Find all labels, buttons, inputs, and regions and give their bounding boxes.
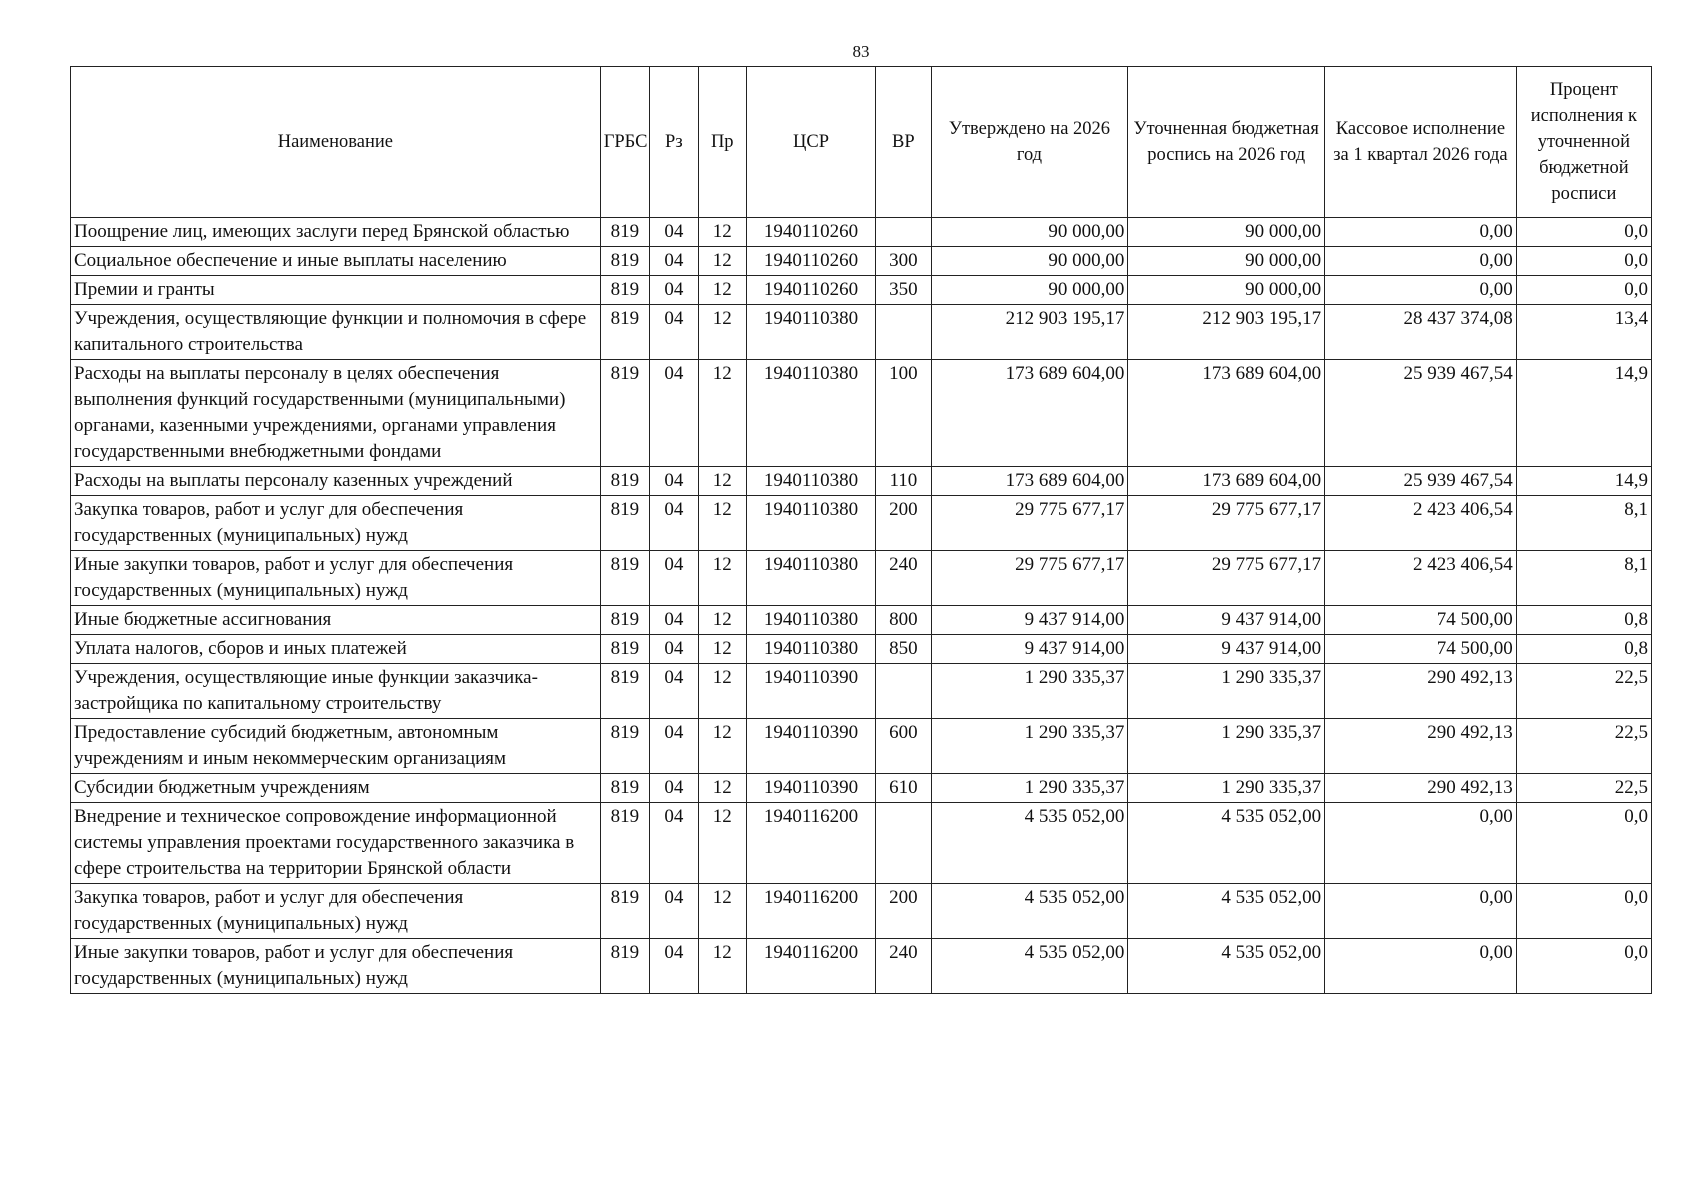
cell-percent: 8,1 <box>1516 496 1651 551</box>
header-name: Наименование <box>71 67 601 218</box>
cell-name: Социальное обеспечение и иные выплаты населению <box>71 247 601 276</box>
cell-percent: 0,0 <box>1516 247 1651 276</box>
cell-name: Учреждения, осуществляющие иные функции заказчика-застройщика по капитальному строительству <box>71 664 601 719</box>
cell-grbs: 819 <box>600 496 649 551</box>
cell-approved: 90 000,00 <box>931 276 1128 305</box>
cell-approved: 173 689 604,00 <box>931 360 1128 467</box>
table-row <box>71 884 1652 939</box>
cell-rz: 04 <box>650 606 698 635</box>
cell-cash: 2 423 406,54 <box>1325 496 1517 551</box>
cell-csr: 1940110260 <box>746 247 875 276</box>
budget-table <box>70 66 1652 994</box>
cell-name: Премии и гранты <box>71 276 601 305</box>
cell-grbs: 819 <box>600 774 649 803</box>
cell-rz: 04 <box>650 939 698 994</box>
cell-vr: 240 <box>876 551 931 606</box>
cell-grbs: 819 <box>600 551 649 606</box>
cell-cash: 74 500,00 <box>1325 635 1517 664</box>
cell-refined: 212 903 195,17 <box>1128 305 1325 360</box>
cell-name: Иные закупки товаров, работ и услуг для обеспечения государственных (муниципальных) нужд <box>71 551 601 606</box>
cell-vr <box>876 305 931 360</box>
cell-rz: 04 <box>650 551 698 606</box>
cell-pr: 12 <box>698 884 746 939</box>
cell-cash: 290 492,13 <box>1325 774 1517 803</box>
cell-vr <box>876 803 931 884</box>
cell-pr: 12 <box>698 606 746 635</box>
cell-name: Расходы на выплаты персоналу в целях обеспечения выполнения функций государственными (муниципальными) органами, казенными учреждениями, органами управления государственными внебюджетными фондами <box>71 360 601 467</box>
header-refined: Уточненная бюджетная роспись на 2026 год <box>1128 67 1325 218</box>
table-row <box>71 635 1652 664</box>
header-grbs: ГРБС <box>600 67 649 218</box>
cell-rz: 04 <box>650 360 698 467</box>
cell-grbs: 819 <box>600 606 649 635</box>
cell-name: Иные бюджетные ассигнования <box>71 606 601 635</box>
cell-pr: 12 <box>698 664 746 719</box>
cell-grbs: 819 <box>600 635 649 664</box>
table-row <box>71 551 1652 606</box>
cell-cash: 0,00 <box>1325 276 1517 305</box>
table-row <box>71 774 1652 803</box>
cell-cash: 2 423 406,54 <box>1325 551 1517 606</box>
cell-grbs: 819 <box>600 467 649 496</box>
cell-cash: 0,00 <box>1325 803 1517 884</box>
cell-vr: 300 <box>876 247 931 276</box>
cell-pr: 12 <box>698 774 746 803</box>
cell-grbs: 819 <box>600 276 649 305</box>
page-number: 83 <box>852 42 870 61</box>
cell-percent: 0,8 <box>1516 635 1651 664</box>
cell-cash: 0,00 <box>1325 247 1517 276</box>
cell-grbs: 819 <box>600 247 649 276</box>
cell-percent: 0,0 <box>1516 218 1651 247</box>
cell-pr: 12 <box>698 803 746 884</box>
cell-rz: 04 <box>650 664 698 719</box>
cell-approved: 90 000,00 <box>931 247 1128 276</box>
cell-grbs: 819 <box>600 719 649 774</box>
cell-rz: 04 <box>650 276 698 305</box>
cell-refined: 173 689 604,00 <box>1128 360 1325 467</box>
cell-refined: 4 535 052,00 <box>1128 803 1325 884</box>
cell-csr: 1940110380 <box>746 496 875 551</box>
table-row <box>71 247 1652 276</box>
cell-percent: 0,0 <box>1516 276 1651 305</box>
cell-refined: 90 000,00 <box>1128 247 1325 276</box>
cell-approved: 90 000,00 <box>931 218 1128 247</box>
cell-approved: 4 535 052,00 <box>931 803 1128 884</box>
cell-approved: 1 290 335,37 <box>931 664 1128 719</box>
cell-pr: 12 <box>698 551 746 606</box>
cell-refined: 1 290 335,37 <box>1128 664 1325 719</box>
cell-pr: 12 <box>698 305 746 360</box>
cell-rz: 04 <box>650 496 698 551</box>
cell-percent: 14,9 <box>1516 360 1651 467</box>
cell-csr: 1940110390 <box>746 664 875 719</box>
cell-vr: 200 <box>876 496 931 551</box>
cell-csr: 1940110390 <box>746 719 875 774</box>
cell-refined: 4 535 052,00 <box>1128 939 1325 994</box>
cell-approved: 9 437 914,00 <box>931 635 1128 664</box>
cell-name: Расходы на выплаты персоналу казенных учреждений <box>71 467 601 496</box>
table-row <box>71 305 1652 360</box>
cell-rz: 04 <box>650 803 698 884</box>
table-row <box>71 719 1652 774</box>
cell-pr: 12 <box>698 719 746 774</box>
cell-vr: 350 <box>876 276 931 305</box>
cell-rz: 04 <box>650 305 698 360</box>
cell-cash: 290 492,13 <box>1325 719 1517 774</box>
cell-pr: 12 <box>698 276 746 305</box>
cell-vr <box>876 218 931 247</box>
header-csr: ЦСР <box>746 67 875 218</box>
cell-refined: 90 000,00 <box>1128 218 1325 247</box>
table-row <box>71 360 1652 467</box>
cell-csr: 1940116200 <box>746 803 875 884</box>
cell-rz: 04 <box>650 467 698 496</box>
cell-vr: 100 <box>876 360 931 467</box>
cell-csr: 1940116200 <box>746 939 875 994</box>
cell-refined: 29 775 677,17 <box>1128 496 1325 551</box>
cell-name: Закупка товаров, работ и услуг для обеспечения государственных (муниципальных) нужд <box>71 884 601 939</box>
cell-cash: 0,00 <box>1325 218 1517 247</box>
table-row <box>71 496 1652 551</box>
cell-refined: 1 290 335,37 <box>1128 719 1325 774</box>
cell-cash: 0,00 <box>1325 884 1517 939</box>
cell-percent: 22,5 <box>1516 774 1651 803</box>
cell-grbs: 819 <box>600 884 649 939</box>
cell-percent: 0,0 <box>1516 803 1651 884</box>
header-cash: Кассовое исполнение за 1 квартал 2026 года <box>1325 67 1517 218</box>
cell-cash: 25 939 467,54 <box>1325 467 1517 496</box>
cell-grbs: 819 <box>600 803 649 884</box>
table-row <box>71 467 1652 496</box>
cell-refined: 90 000,00 <box>1128 276 1325 305</box>
cell-name: Предоставление субсидий бюджетным, автономным учреждениям и иным некоммерческим организациям <box>71 719 601 774</box>
cell-refined: 9 437 914,00 <box>1128 606 1325 635</box>
cell-rz: 04 <box>650 719 698 774</box>
cell-pr: 12 <box>698 496 746 551</box>
cell-refined: 173 689 604,00 <box>1128 467 1325 496</box>
cell-name: Уплата налогов, сборов и иных платежей <box>71 635 601 664</box>
cell-approved: 4 535 052,00 <box>931 939 1128 994</box>
cell-approved: 173 689 604,00 <box>931 467 1128 496</box>
cell-grbs: 819 <box>600 360 649 467</box>
cell-approved: 1 290 335,37 <box>931 719 1128 774</box>
cell-percent: 22,5 <box>1516 719 1651 774</box>
cell-csr: 1940110380 <box>746 360 875 467</box>
cell-csr: 1940110380 <box>746 305 875 360</box>
table-row <box>71 218 1652 247</box>
cell-refined: 4 535 052,00 <box>1128 884 1325 939</box>
cell-rz: 04 <box>650 774 698 803</box>
cell-pr: 12 <box>698 939 746 994</box>
cell-name: Внедрение и техническое сопровождение информационной системы управления проектами государственного заказчика в сфере строительства на территории Брянской области <box>71 803 601 884</box>
cell-cash: 0,00 <box>1325 939 1517 994</box>
cell-refined: 9 437 914,00 <box>1128 635 1325 664</box>
cell-pr: 12 <box>698 247 746 276</box>
cell-rz: 04 <box>650 884 698 939</box>
cell-refined: 29 775 677,17 <box>1128 551 1325 606</box>
cell-approved: 29 775 677,17 <box>931 496 1128 551</box>
cell-csr: 1940110260 <box>746 276 875 305</box>
cell-pr: 12 <box>698 467 746 496</box>
cell-vr: 240 <box>876 939 931 994</box>
cell-rz: 04 <box>650 247 698 276</box>
cell-cash: 28 437 374,08 <box>1325 305 1517 360</box>
cell-pr: 12 <box>698 635 746 664</box>
cell-percent: 0,8 <box>1516 606 1651 635</box>
cell-csr: 1940110380 <box>746 606 875 635</box>
cell-approved: 4 535 052,00 <box>931 884 1128 939</box>
cell-refined: 1 290 335,37 <box>1128 774 1325 803</box>
cell-pr: 12 <box>698 360 746 467</box>
cell-percent: 0,0 <box>1516 884 1651 939</box>
cell-rz: 04 <box>650 218 698 247</box>
table-row <box>71 939 1652 994</box>
cell-cash: 290 492,13 <box>1325 664 1517 719</box>
cell-csr: 1940110380 <box>746 635 875 664</box>
table-row <box>71 276 1652 305</box>
cell-vr: 200 <box>876 884 931 939</box>
cell-csr: 1940116200 <box>746 884 875 939</box>
header-row <box>71 67 1652 218</box>
cell-vr: 850 <box>876 635 931 664</box>
cell-percent: 22,5 <box>1516 664 1651 719</box>
cell-approved: 9 437 914,00 <box>931 606 1128 635</box>
cell-grbs: 819 <box>600 939 649 994</box>
header-vr: ВР <box>876 67 931 218</box>
cell-percent: 13,4 <box>1516 305 1651 360</box>
cell-percent: 8,1 <box>1516 551 1651 606</box>
cell-name: Иные закупки товаров, работ и услуг для обеспечения государственных (муниципальных) нужд <box>71 939 601 994</box>
cell-rz: 04 <box>650 635 698 664</box>
table-row <box>71 664 1652 719</box>
cell-approved: 1 290 335,37 <box>931 774 1128 803</box>
cell-vr <box>876 664 931 719</box>
cell-name: Субсидии бюджетным учреждениям <box>71 774 601 803</box>
cell-grbs: 819 <box>600 218 649 247</box>
cell-vr: 600 <box>876 719 931 774</box>
table-row <box>71 606 1652 635</box>
header-rz: Рз <box>650 67 698 218</box>
cell-csr: 1940110390 <box>746 774 875 803</box>
cell-percent: 14,9 <box>1516 467 1651 496</box>
cell-csr: 1940110260 <box>746 218 875 247</box>
header-percent: Процент исполнения к уточненной бюджетной росписи <box>1516 67 1651 218</box>
cell-cash: 74 500,00 <box>1325 606 1517 635</box>
cell-vr: 610 <box>876 774 931 803</box>
cell-vr: 110 <box>876 467 931 496</box>
cell-pr: 12 <box>698 218 746 247</box>
header-pr: Пр <box>698 67 746 218</box>
cell-name: Поощрение лиц, имеющих заслуги перед Брянской областью <box>71 218 601 247</box>
cell-grbs: 819 <box>600 664 649 719</box>
cell-percent: 0,0 <box>1516 939 1651 994</box>
cell-grbs: 819 <box>600 305 649 360</box>
cell-cash: 25 939 467,54 <box>1325 360 1517 467</box>
cell-name: Закупка товаров, работ и услуг для обеспечения государственных (муниципальных) нужд <box>71 496 601 551</box>
cell-csr: 1940110380 <box>746 551 875 606</box>
cell-csr: 1940110380 <box>746 467 875 496</box>
cell-approved: 29 775 677,17 <box>931 551 1128 606</box>
cell-vr: 800 <box>876 606 931 635</box>
cell-name: Учреждения, осуществляющие функции и полномочия в сфере капитального строительства <box>71 305 601 360</box>
table-row <box>71 803 1652 884</box>
header-approved: Утверждено на 2026 год <box>931 67 1128 218</box>
cell-approved: 212 903 195,17 <box>931 305 1128 360</box>
